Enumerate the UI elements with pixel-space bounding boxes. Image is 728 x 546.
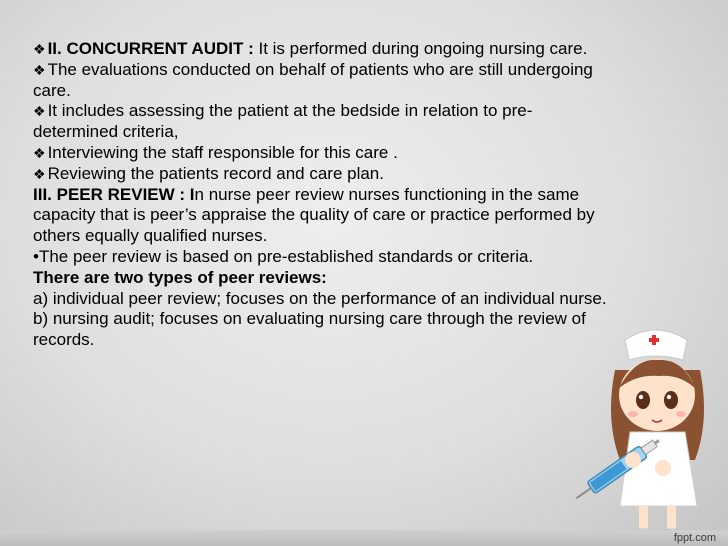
type-b-line bbox=[33, 309, 608, 351]
type-a-line bbox=[33, 289, 608, 310]
section-heading: II. CONCURRENT AUDIT : bbox=[47, 39, 259, 58]
bullet-line bbox=[33, 39, 608, 60]
diamond-bullet-icon: ❖ bbox=[33, 41, 46, 57]
line-text: b) nursing audit; focuses on evaluating nursing care through the review of records. bbox=[33, 309, 586, 350]
diamond-bullet-icon: ❖ bbox=[33, 103, 46, 120]
footer-brand: fppt.com bbox=[673, 532, 716, 544]
line-text: a) individual peer review; focuses on the performance of an individual nurse. bbox=[33, 288, 607, 308]
diamond-bullet-icon: ❖ bbox=[33, 61, 46, 78]
nurse-illustration bbox=[575, 310, 728, 546]
diamond-bullet-icon: ❖ bbox=[33, 144, 46, 161]
types-heading: There are two types of peer reviews: bbox=[33, 267, 327, 287]
bullet-line bbox=[33, 101, 608, 143]
dot-bullet-line bbox=[33, 247, 608, 268]
section-heading: III. PEER REVIEW : I bbox=[33, 184, 195, 204]
bullet-line bbox=[33, 60, 608, 102]
bullet-line bbox=[33, 143, 608, 164]
slide-body bbox=[33, 39, 608, 351]
peer-review-line bbox=[33, 185, 608, 247]
footer-band bbox=[0, 530, 728, 546]
line-text: Reviewing the patients record and care plan. bbox=[47, 163, 384, 183]
line-text: Interviewing the staff responsible for this care . bbox=[47, 142, 398, 162]
line-text: It includes assessing the patient at the bedside in relation to pre-determined criteria, bbox=[33, 101, 533, 142]
line-text: n nurse peer review nurses functioning in the same capacity that is peer’s appraise the quality of care or practice performed by others equally qualified nurses. bbox=[33, 184, 595, 246]
dot-bullet-icon: • bbox=[33, 246, 39, 266]
line-text: The peer review is based on pre-established standards or criteria. bbox=[38, 246, 534, 266]
diamond-bullet-icon: ❖ bbox=[33, 165, 46, 182]
bullet-line bbox=[33, 164, 608, 185]
line-text: The evaluations conducted on behalf of patients who are still undergoing care. bbox=[33, 59, 593, 100]
types-heading-line bbox=[33, 268, 608, 289]
line-text: It is performed during ongoing nursing care. bbox=[258, 39, 588, 58]
